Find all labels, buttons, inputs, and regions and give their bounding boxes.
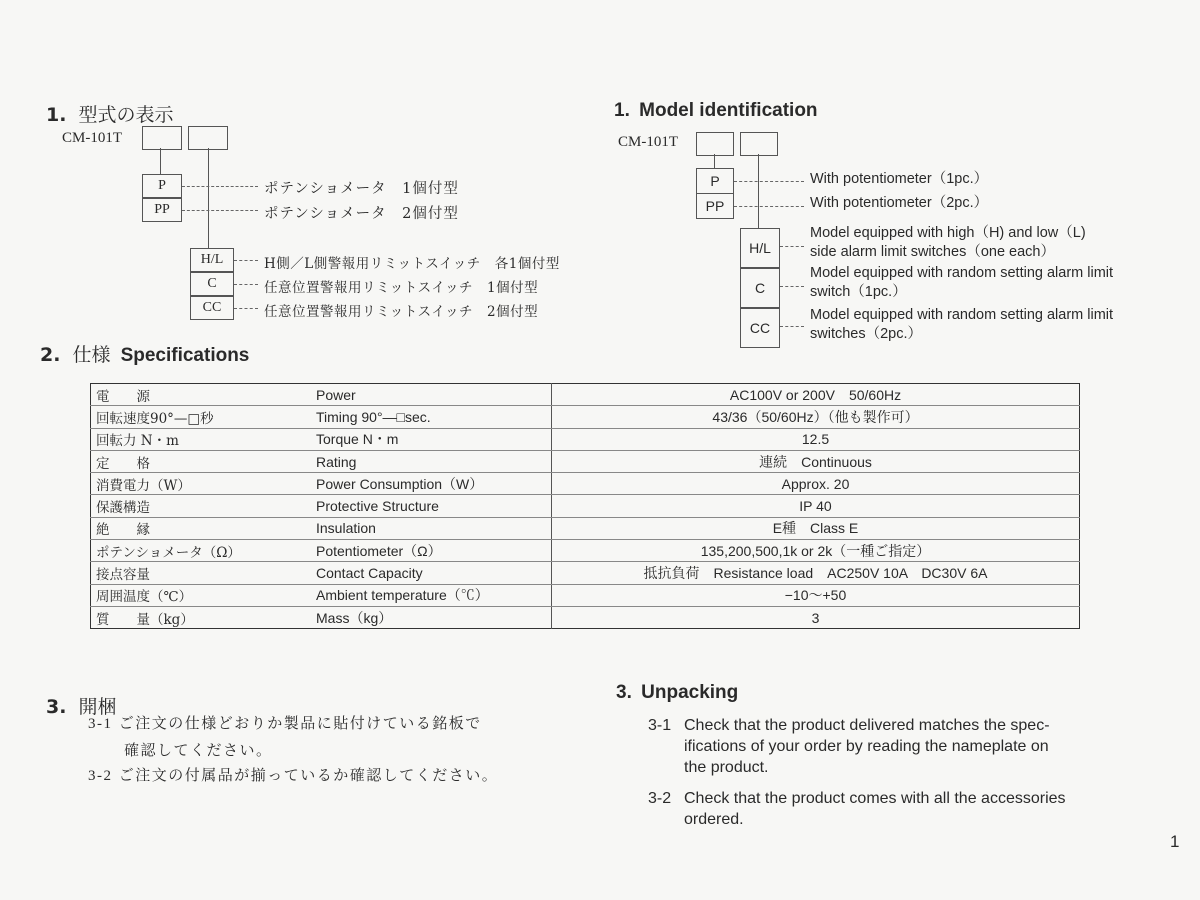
option-code-pp: PP [142,198,182,222]
leader-line [734,206,804,207]
spec-label-jp: 周囲温度（℃） [91,584,312,606]
table-row [91,406,1080,428]
leader-line [234,260,258,261]
option-code-c: C [740,268,780,308]
option-desc-hl [810,224,1086,262]
spec-label-jp: 保護構造 [91,495,312,517]
spec-label-jp: 定 格 [91,450,312,472]
model-code-jp: CM-101T [62,130,122,146]
step-3-1-jp [88,710,482,763]
spec-label-en: Contact Capacity [311,562,552,584]
table-row [91,450,1080,472]
spec-label-en: Rating [311,450,552,472]
option-code-cc: CC [740,308,780,348]
spec-value: −10～+50 [552,584,1080,606]
section-title: 型式の表示 [78,104,174,126]
section-title-en: Specifications [120,345,250,366]
spec-label-jp: 消費電力（W） [91,473,312,495]
spec-label-jp: 回転速度90°—□秒 [91,406,312,428]
spec-label-en: Torque N・m [311,428,552,450]
step-number: 3-2 [648,790,672,807]
spec-value: 抵抗負荷 Resistance load AC250V 10A DC30V 6A [552,562,1080,584]
option-code-cc: CC [190,296,234,320]
model-slot-box-1 [696,132,734,156]
leader-line [182,186,258,187]
spec-value: IP 40 [552,495,1080,517]
spec-label-jp: 回転力 N・m [91,428,312,450]
option-desc-pp: With potentiometer（2pc.） [810,195,989,211]
option-desc-hl: H側／L側警報用リミットスイッチ 各1個付型 [264,256,560,272]
leader-line [234,284,258,285]
table-row [91,562,1080,584]
section3-en-heading [616,682,738,704]
spec-label-en: Mass（kg） [311,606,552,628]
step-3-2-en [648,788,1066,830]
step-text: the product. [684,759,769,776]
spec-label-en: Power Consumption（W） [311,473,552,495]
step-3-1-en [648,715,1050,778]
option-desc-c [810,264,1113,302]
desc-line: Model equipped with random setting alarm limit [810,265,1114,281]
step-3-2-jp [88,762,498,789]
spec-label-en: Protective Structure [311,495,552,517]
table-row [91,584,1080,606]
leader-line [780,286,804,287]
step-number: 3-2 [88,768,113,784]
leader-line [182,210,258,211]
desc-line: switches（2pc.） [810,326,923,342]
table-row [91,606,1080,628]
spec-label-en: Ambient temperature（℃） [311,584,552,606]
section-title-jp: 仕様 [72,344,111,366]
option-desc-cc: 任意位置警報用リミットスイッチ 2個付型 [264,304,539,320]
table-row [91,495,1080,517]
step-number: 3-1 [88,716,113,732]
section1-jp-heading [46,100,174,127]
table-row [91,473,1080,495]
step-number: 3-1 [648,717,672,734]
spec-label-en: Potentiometer（Ω） [311,540,552,562]
section-title: Model identification [639,100,818,121]
section-number: 3. [46,696,67,718]
model-code-en: CM-101T [618,134,678,150]
model-slot-box-1 [142,126,182,150]
connector-line [208,148,209,248]
leader-line [734,181,804,182]
spec-value: 135,200,500,1k or 2k（一種ご指定） [552,540,1080,562]
spec-label-en: Power [311,384,552,406]
section1-en-heading [614,100,818,122]
section-number: 2. [40,344,61,366]
spec-value: AC100V or 200V 50/60Hz [552,384,1080,406]
option-code-p: P [696,168,734,194]
spec-value: 12.5 [552,428,1080,450]
spec-label-jp: 電 源 [91,384,312,406]
option-code-p: P [142,174,182,198]
step-text: ordered. [684,811,744,828]
spec-label-jp: 質 量（kg） [96,611,194,628]
section-title: Unpacking [641,682,739,703]
section2-heading [40,340,249,367]
connector-line [758,154,759,228]
leader-line [780,246,804,247]
step-text: ご注文の付属品が揃っているか確認してください。 [118,766,499,784]
leader-line [780,326,804,327]
table-row [91,428,1080,450]
option-desc-p: ポテンショメータ 1個付型 [264,181,459,197]
desc-line: Model equipped with high（H) and low（L) [810,225,1086,241]
desc-line: side alarm limit switches（one each） [810,244,1055,260]
spec-value: 連続 Continuous [552,450,1080,472]
section-number: 1. [614,100,630,121]
option-desc-cc [810,306,1113,344]
spec-value: 3 [811,609,820,626]
option-code-pp: PP [696,193,734,219]
option-desc-p: With potentiometer（1pc.） [810,171,989,187]
spec-value: 43/36（50/60Hz）（他も製作可） [552,406,1080,428]
step-text: ifications of your order by reading the nameplate on [684,738,1049,755]
page-number: 1 [1170,832,1180,851]
spec-label-jp: ポテンショメータ（Ω） [91,540,312,562]
model-slot-box-2 [740,132,778,156]
table-row [91,517,1080,539]
spec-table [90,383,1080,629]
option-desc-pp: ポテンショメータ 2個付型 [264,206,459,222]
spec-value: Approx. 20 [552,473,1080,495]
step-text: 確認してください。 [124,741,273,759]
option-code-c: C [190,272,234,296]
option-desc-c: 任意位置警報用リミットスイッチ 1個付型 [264,280,539,296]
option-code-hl: H/L [190,248,234,272]
step-text: ご注文の仕様どおりか製品に貼付けている銘板で [118,714,482,732]
section-number: 3. [616,682,632,703]
spec-value: E種 Class E [552,517,1080,539]
spec-label-en: Insulation [311,517,552,539]
spec-label-jp: 接点容量 [91,562,312,584]
section-number: 1. [46,104,67,126]
table-row [91,384,1080,406]
option-code-hl: H/L [740,228,780,268]
leader-line [234,308,258,309]
step-text: Check that the product delivered matches the spec- [684,717,1050,734]
model-slot-box-2 [188,126,228,150]
spec-label-jp: 絶 縁 [91,517,312,539]
desc-line: Model equipped with random setting alarm limit [810,307,1114,323]
connector-line [160,148,161,174]
section-title: 開梱 [78,696,117,718]
step-text: Check that the product comes with all the accessories [684,790,1066,807]
desc-line: switch（1pc.） [810,284,907,300]
table-row [91,540,1080,562]
spec-label-en: Timing 90°—□sec. [311,406,552,428]
connector-line [714,154,715,168]
